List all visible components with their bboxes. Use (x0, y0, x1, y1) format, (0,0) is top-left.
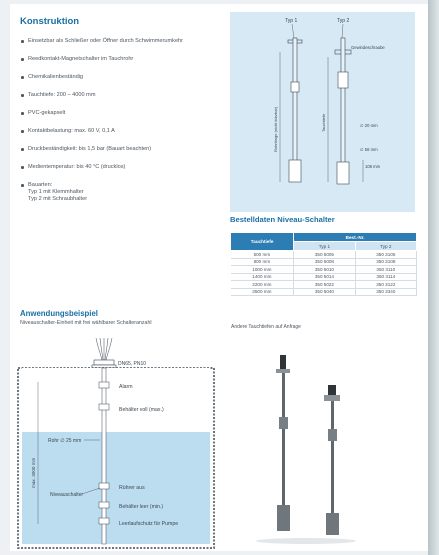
feature-list (20, 38, 205, 214)
thread-label: Gewindeschraube (351, 45, 385, 50)
switch-label: Niveauschalter (50, 492, 84, 498)
full-label: Behälter voll (max.) (119, 407, 164, 413)
cell-type1: 350 5005 (294, 251, 355, 259)
order-table-title: Bestelldaten Niveau-Schalter (230, 215, 335, 224)
table-row (231, 258, 417, 266)
feature-item: PVC-gekapselt (20, 110, 205, 117)
col-type2-header: Typ 2 (355, 242, 416, 251)
type1-label: Typ 1 (285, 18, 298, 24)
pipe-length-label: Rohrlänge (nicht kürzbar) (273, 106, 278, 152)
d20-label: ∅ 20 mm (360, 123, 378, 128)
col-depth-header: Tauchtiefe (231, 233, 294, 251)
construction-title: Konstruktion (20, 16, 80, 27)
cell-type1: 350 5008 (294, 258, 355, 266)
stirrer-label: Rührer aus (119, 485, 145, 491)
cell-type2: 350 3105 (355, 251, 416, 259)
cell-depth: 500 mm (231, 251, 294, 259)
table-row (231, 266, 417, 274)
feature-item: Kontaktbelastung: max. 60 V, 0,1 A (20, 128, 205, 135)
cell-type2: 350 3340 (355, 288, 416, 296)
cell-depth: 1000 mm (231, 266, 294, 274)
feature-item: Druckbeständigkeit: bis 1,5 bar (Bauart beachten) (20, 146, 205, 153)
feature-item: Medientemperatur: bis 40 °C (drucklos) (20, 164, 205, 171)
h108-label: 108 mm (365, 164, 381, 169)
tank-diagram (14, 338, 219, 550)
table-row (231, 288, 417, 296)
feature-item: Tauchtiefe: 200 – 4000 mm (20, 92, 205, 99)
height-label: max. 3000 mm (31, 457, 36, 488)
order-table (230, 232, 417, 296)
flange-label: DN65, PN10 (118, 361, 147, 367)
table-row (231, 251, 417, 259)
cell-type1: 350 5040 (294, 288, 355, 296)
cell-type1: 350 5022 (294, 281, 355, 289)
feature-item: Reedkontakt-Magnetschalter im Tauchrohr (20, 56, 205, 63)
depth-label: Tauchtiefe (321, 113, 326, 132)
water-fill (22, 432, 210, 544)
cell-type2: 350 3110 (355, 266, 416, 274)
dryrun-label: Leerlaufschutz für Pumpe (119, 521, 179, 527)
cell-type2: 350 3114 (355, 273, 416, 281)
d56-label: ∅ 56 mm (360, 147, 378, 152)
feature-item: Chemikalienbeständig (20, 74, 205, 81)
feature-item: Einsetzbar als Schließer oder Öffner durch Schwimmerumkehr (20, 38, 205, 45)
col-order-header: Best.-Nr. (294, 233, 417, 242)
cell-type2: 350 3122 (355, 281, 416, 289)
cell-type2: 350 3108 (355, 258, 416, 266)
table-row (231, 273, 417, 281)
cell-depth: 800 mm (231, 258, 294, 266)
cell-depth: 3500 mm (231, 288, 294, 296)
cell-depth: 2200 mm (231, 281, 294, 289)
empty-label: Behälter leer (min.) (119, 504, 164, 510)
type2-label: Typ 2 (337, 18, 350, 24)
product-photo (236, 355, 406, 545)
cell-type1: 350 5010 (294, 266, 355, 274)
table-row (231, 281, 417, 289)
application-title: Anwendungsbeispiel (20, 309, 98, 318)
feature-item: Bauarten: Typ 1 mit Klemmhalter Typ 2 mit Schraubhalter (20, 182, 205, 203)
pipe-label: Rohr ∅ 25 mm (48, 438, 82, 444)
order-note: Andere Tauchtiefen auf Anfrage (231, 324, 301, 330)
dimension-drawing (230, 12, 415, 212)
cell-depth: 1400 mm (231, 273, 294, 281)
page-edge (428, 0, 439, 555)
application-subtitle: Niveauschalter-Einheit mit frei wählbarer Schalteranzahl (20, 320, 152, 326)
col-type1-header: Typ 1 (294, 242, 355, 251)
cell-type1: 350 5014 (294, 273, 355, 281)
alarm-label: Alarm (119, 384, 133, 390)
